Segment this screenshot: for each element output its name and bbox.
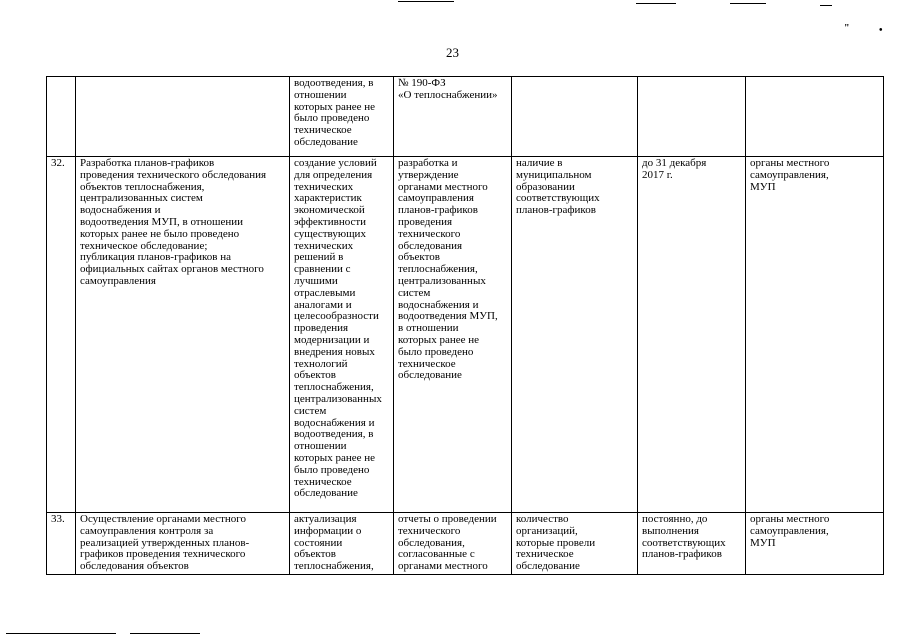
measures-table bbox=[46, 76, 884, 575]
deadline-cell bbox=[638, 77, 746, 157]
row-number: 32. bbox=[47, 157, 76, 513]
basis-cell: № 190-ФЗ «О теплоснабжении» bbox=[394, 77, 512, 157]
indicator-cell: наличие в муниципальном образовании соответствующих планов-графиков bbox=[512, 157, 638, 513]
top-rule-3 bbox=[730, 3, 766, 4]
indicator-cell bbox=[512, 77, 638, 157]
responsible-cell: органы местного самоуправления, МУП bbox=[746, 157, 884, 513]
measure-cell: Разработка планов-графиков проведения технического обследования объектов теплоснабжения, централизованных систем водоснабжения и водоотведения МУП, в отношении которых ранее не было проведено техническое обследование; публикация планов-графиков на официальных сайтах органов местного самоуправления bbox=[76, 157, 290, 513]
basis-cell: отчеты о проведении технического обследования, согласованные с органами местного bbox=[394, 513, 512, 575]
table-row bbox=[47, 513, 884, 575]
top-rule-4 bbox=[820, 5, 832, 6]
purpose-cell: актуализация информации о состоянии объектов теплоснабжения, bbox=[290, 513, 394, 575]
deadline-cell: до 31 декабря 2017 г. bbox=[638, 157, 746, 513]
responsible-cell: органы местного самоуправления, МУП bbox=[746, 513, 884, 575]
page-number: 23 bbox=[446, 45, 459, 60]
deadline-cell: постоянно, до выполнения соответствующих планов-графиков bbox=[638, 513, 746, 575]
table-row bbox=[47, 157, 884, 513]
indicator-cell: количество организаций, которые провели техническое обследование bbox=[512, 513, 638, 575]
bottom-rule-2 bbox=[130, 633, 200, 634]
row-number bbox=[47, 77, 76, 157]
bottom-rule-1 bbox=[6, 633, 116, 634]
measure-cell: Осуществление органами местного самоуправления контроля за реализацией утвержденных планов- графиков проведения технического обследования объектов bbox=[76, 513, 290, 575]
row-number: 33. bbox=[47, 513, 76, 575]
header-glyph-bullet: • bbox=[879, 25, 883, 36]
table-row bbox=[47, 77, 884, 157]
top-rule-1 bbox=[398, 1, 454, 2]
basis-cell: разработка и утверждение органами местного самоуправления планов-графиков проведения технического обследования объектов теплоснабжения, централизованных систем водоснабжения и водоотведения МУП, в отношении которых ранее не было проведено техническое обследование bbox=[394, 157, 512, 513]
top-rule-2 bbox=[636, 3, 676, 4]
responsible-cell bbox=[746, 77, 884, 157]
header-glyph-quote: " bbox=[844, 23, 850, 34]
purpose-cell: создание условий для определения технических характеристик экономической эффективности существующих технических решений в сравнении с лучшими отраслевыми аналогами и целесообразности проведения модернизации и внедрения новых технологий объектов теплоснабжения, централизованных систем водоснабжения и водоотведения, в отношении которых ранее не было проведено техническое обследование bbox=[290, 157, 394, 513]
measure-cell bbox=[76, 77, 290, 157]
purpose-cell: водоотведения, в отношении которых ранее не было проведено техническое обследование bbox=[290, 77, 394, 157]
